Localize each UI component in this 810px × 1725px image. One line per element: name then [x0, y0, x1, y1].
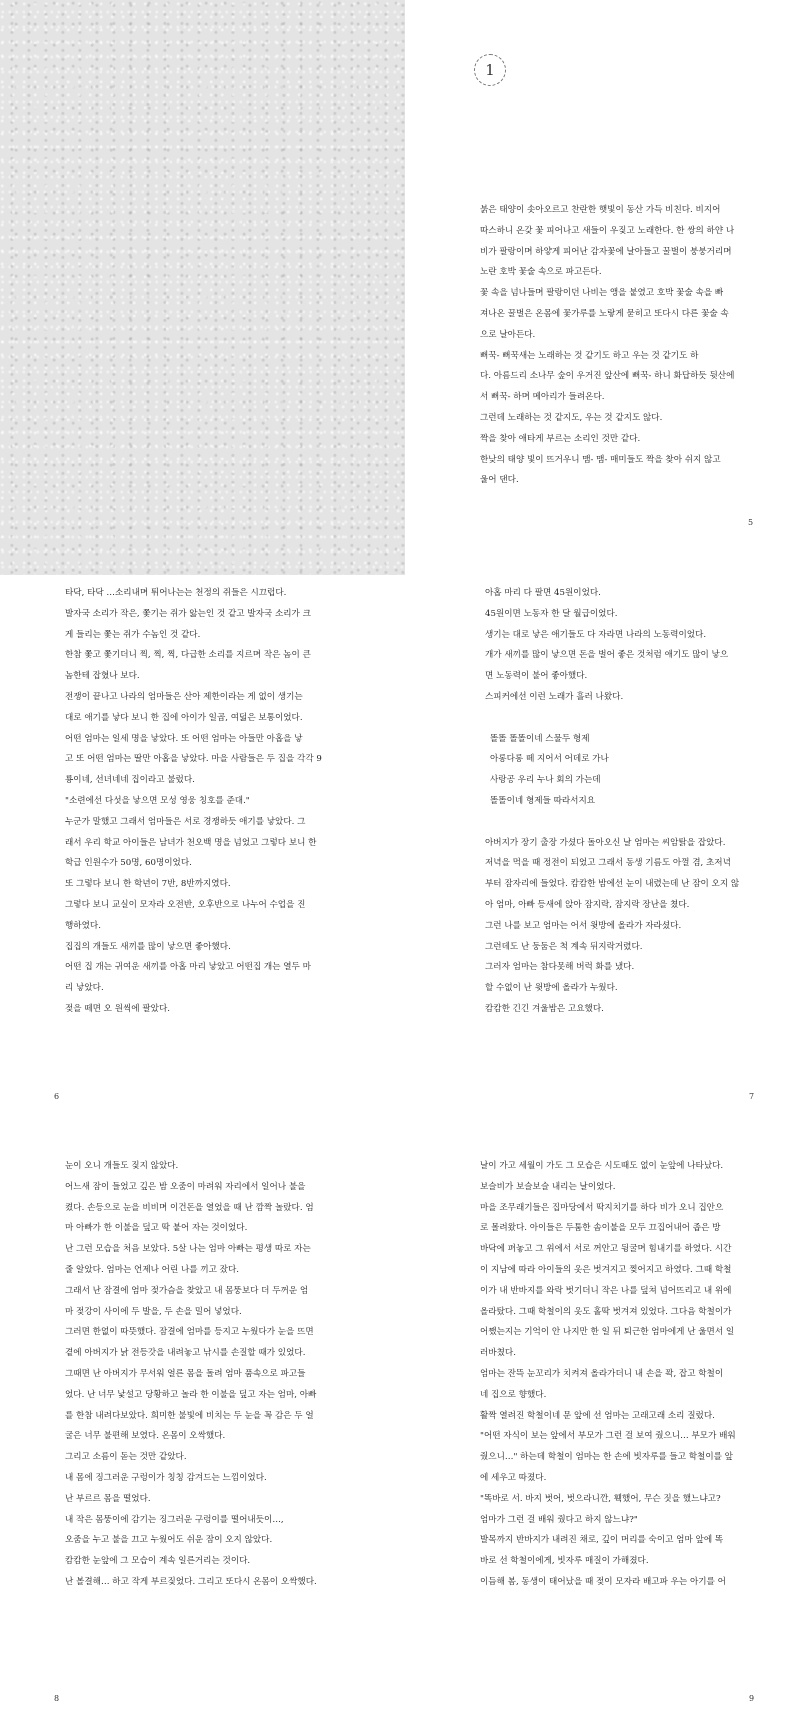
text-line: 오줌을 누고 불을 끄고 누웠어도 쉬운 잠이 오지 않았다. — [65, 1535, 273, 1546]
text-line: 행하였다. — [65, 920, 101, 931]
page-9-text — [469, 1156, 736, 1593]
text-line: 내 몸에 징그러운 구렁이가 칭칭 감겨드는 느낌이었다. — [65, 1472, 267, 1483]
text-line: 엄마는 잔뜩 눈꼬리가 치켜져 올라가더니 내 손을 꽉, 잡고 학철이 — [480, 1368, 724, 1379]
text-line: 어쨌는지는 기억이 안 나지만 한 일 뒤 퇴근한 엄마에게 난 울면서 일 — [480, 1327, 735, 1338]
text-line: 한낮의 태양 빛이 뜨거우니 맴- 맴- 매미들도 짝을 찾아 쉬지 않고 — [480, 454, 721, 465]
text-line: "소련에선 다섯을 낳으면 모성 영웅 칭호를 준대." — [65, 795, 250, 806]
text-line: 생기는 대로 낳은 애기들도 다 자라면 나라의 노동력이었다. — [485, 629, 707, 640]
text-line: 올라탔다. 그때 학철이의 옷도 홀딱 벗겨져 있었다. 그다음 학철이가 — [480, 1306, 732, 1317]
text-line: 다. 아름드리 소나무 숲이 우거진 앞산에 뻐꾹- 하니 화답하듯 뒷산에 — [480, 371, 735, 382]
text-line: 비가 팔랑이며 하얗게 피어난 감자꽃에 날아들고 꿀벌이 붕붕거리며 — [480, 246, 732, 257]
text-line: 굴은 너무 불편해 보였다. 온몸이 오싹했다. — [65, 1431, 226, 1442]
text-line: 룡이네, 선녀네네 집이라고 불렀다. — [65, 775, 195, 786]
text-line: 이가 내 반바지를 와락 벗기더니 작은 나를 덮쳐 넘어뜨리고 내 위에 — [480, 1285, 732, 1296]
text-line: 줄 알았다. 엄마는 언제나 어린 나를 끼고 잤다. — [65, 1264, 240, 1275]
text-line: 부터 잠자리에 들었다. 캄캄한 밤에선 눈이 내렸는데 난 잠이 오지 않 — [485, 879, 740, 890]
text-line: 그리고 소름이 돋는 것만 같았다. — [65, 1452, 187, 1463]
text-line: 눈이 오니 개들도 짖지 않았다. — [65, 1161, 179, 1171]
text-line: 아버지가 장기 출장 가셨다 돌아오신 날 엄마는 씨암탉을 잡았다. — [485, 837, 726, 848]
text-line: 이듬해 봄, 동생이 태어났을 때 젖이 모자라 배고파 우는 아기를 어 — [480, 1576, 726, 1587]
text-line: 대로 애기를 낳다 보니 한 집에 아이가 일곱, 여덟은 보통이었다. — [65, 712, 303, 723]
text-line: 래서 우리 학교 아이들은 남녀가 천오백 명을 넘었고 그렇다 보니 한 — [65, 837, 317, 848]
text-line: 엄마가 그런 걸 배워 줬다고 하지 않느냐?" — [480, 1514, 638, 1525]
text-line: 한참 쫓고 쫓기더니 찍, 찍, 찍, 다급한 소리를 지르며 작은 놈이 큰 — [65, 650, 311, 661]
text-line: 리 낳았다. — [65, 983, 104, 994]
text-line: 노란 호박 꽃술 속으로 파고든다. — [480, 267, 602, 278]
text-line: 난 볼결해… 하고 작게 부르짖었다. 그리고 또다시 온몸이 오싹했다. — [65, 1576, 317, 1587]
text-line: 아롱다롱 떼 지어서 어데로 가나 — [490, 754, 609, 765]
text-line: 꽃 속을 넘나들며 팔랑이던 나비는 앵을 붙였고 호박 꽃술 속을 빠 — [480, 288, 724, 299]
text-line: 마 젖강이 사이에 두 발을, 두 손을 밀어 넣었다. — [65, 1306, 242, 1317]
text-line: 그렇다 보니 교실이 모자라 오전반, 오후반으로 나누어 수업을 진 — [65, 899, 306, 910]
page-7-text — [474, 583, 739, 1020]
text-line: 보슬비가 보슬보슬 내리는 날이었다. — [480, 1181, 616, 1192]
text-line: 난 그런 모습을 처음 보았다. 5살 나는 엄마 아빠는 평생 따로 자는 — [65, 1244, 311, 1255]
page-number-7: 7 — [749, 1092, 755, 1101]
text-line: 줬으니…" 하는데 학철이 엄마는 한 손에 빗자루를 들고 학철이를 앞 — [480, 1452, 733, 1463]
text-line: 내 작은 몸뚱이에 감기는 징그러운 구렁이를 떨어내듯이…, — [65, 1514, 284, 1525]
text-line: 바닥에 펴놓고 그 위에서 서로 꺼안고 뒹굴며 힘내기를 하였다. 시간 — [480, 1244, 732, 1255]
text-line: "똑바로 서. 바지 벗어, 벗으라니깐, 훽했어, 무슨 짓을 했느냐고? — [480, 1493, 721, 1504]
text-line: 학급 인원수가 50명, 60명이었다. — [65, 858, 192, 869]
text-line: 를 한참 내려다보았다. 희미한 불빛에 비치는 두 눈을 꼭 감은 두 얼 — [65, 1410, 314, 1421]
text-line: 면 노동력이 불어 좋아했다. — [485, 671, 588, 682]
text-line: 바로 선 학철이에게, 빗자루 매질이 가해졌다. — [480, 1556, 649, 1567]
text-line: 발자국 소리가 작은, 쫓기는 쥐가 앓는인 것 같고 발자국 소리가 크 — [65, 608, 311, 619]
text-line: 날이 가고 세월이 가도 그 모습은 시도때도 없이 눈앞에 나타났다. — [480, 1161, 724, 1171]
blank-line — [474, 812, 739, 833]
text-line: 었다. 난 너무 낯설고 당황하고 놀라 한 이불을 덮고 자는 엄마, 아빠 — [65, 1389, 317, 1400]
text-line: 러바쳤다. — [480, 1348, 516, 1359]
text-line: 아 엄마, 아빠 등새에 앉아 잠지락, 잠지락 장난을 쳤다. — [485, 899, 690, 910]
text-line: "어떤 자식이 보는 앞에서 부모가 그런 걸 보여 줬으니… 부모가 배워 — [480, 1431, 736, 1442]
paper-texture-image — [0, 0, 405, 575]
text-line: 발목까지 반바지가 내려진 채로, 깊이 머리를 숙이고 엄마 앞에 똑 — [480, 1535, 724, 1546]
text-line: 그러자 엄마는 참다못해 버럭 화를 냈다. — [485, 962, 635, 973]
text-line: 젖을 떼면 오 원씩에 팔았다. — [65, 1003, 170, 1014]
text-line: 고 또 어떤 엄마는 딸만 아홉을 낳았다. 마을 사람들은 두 집을 각각 9 — [65, 754, 322, 765]
text-line: 집집의 개들도 새끼를 많이 낳으면 좋아했다. — [65, 941, 231, 952]
text-line: 서 뻐꾹- 하며 메아리가 들려온다. — [480, 392, 605, 403]
text-line: 어느새 잠이 들었고 깊은 밤 오줌이 마려워 자리에서 일어나 불을 — [65, 1181, 306, 1192]
page-5-text — [469, 200, 734, 491]
text-line: 게 들리는 쫓는 쥐가 수놈인 것 같다. — [65, 629, 201, 640]
text-line: 로 몰려왔다. 아이들은 두툼한 솜이불을 모두 끄집어내어 좁은 방 — [480, 1223, 721, 1234]
text-line: 45원이면 노동자 한 달 월급이었다. — [485, 608, 618, 619]
page-6-text — [54, 583, 322, 1020]
text-line: 울어 댄다. — [480, 475, 519, 486]
text-line: 으로 날아든다. — [480, 329, 536, 340]
page-number-5: 5 — [748, 518, 754, 527]
text-line: 할 수없이 난 윗방에 올라가 누웠다. — [485, 983, 618, 994]
page-8-text — [54, 1156, 317, 1593]
text-line: 누군가 말했고 그래서 엄마들은 서로 경쟁하듯 애기를 낳았다. 그 — [65, 816, 306, 827]
text-line: 그런 나를 보고 엄마는 어서 윗방에 올라가 자라셨다. — [485, 920, 682, 931]
text-line: 이 지남에 따라 아이들의 옷은 벗겨지고 찢어지고 하였다. 그때 학철 — [480, 1264, 732, 1275]
text-line: 어떤 집 개는 귀여운 새끼를 아홉 마리 낳았고 어떤집 개는 열두 마 — [65, 962, 311, 973]
spread-pages-6-7 — [0, 575, 810, 1150]
text-line: 따스하니 온갖 꽃 피어나고 새들이 우짖고 노래한다. 한 쌍의 하얀 나 — [480, 225, 735, 236]
text-line: 마을 조무래기들은 집마당에서 딱지치기를 하다 비가 오니 집안으 — [480, 1202, 724, 1213]
text-line: 그래서 난 잠결에 엄마 젖가슴을 찾았고 내 몸뚱보다 더 두꺼운 엄 — [65, 1285, 309, 1296]
text-line: 켰다. 손등으로 눈을 비비며 이건돈을 열었을 때 난 깜짝 놀랐다. 엄 — [65, 1202, 314, 1213]
text-line: 그런데도 난 둥둠은 척 계속 뒤지락거렸다. — [485, 941, 643, 952]
spread-pages-4-5 — [0, 0, 810, 575]
blank-line — [474, 708, 739, 729]
text-line: 붉은 태양이 솟아오르고 찬란한 햇빛이 동산 가득 비친다. 비지어 — [480, 205, 721, 215]
text-line: 똘똘이네 형제들 따라서지요 — [490, 795, 596, 806]
text-line: 캄캄한 눈앞에 그 모습이 계속 일른거리는 것이다. — [65, 1556, 251, 1567]
text-line: 져나온 꿀벌은 온몸에 꽃가루를 노랗게 묻히고 또다시 다른 꽃술 속 — [480, 308, 729, 319]
text-line: 어떤 엄마는 일세 명을 낳았다. 또 어떤 엄마는 아들만 아홉을 낳 — [65, 733, 303, 744]
text-line: 아홉 마리 다 팔면 45원이었다. — [485, 588, 601, 598]
page-number-9: 9 — [749, 1694, 755, 1703]
text-line: 전쟁이 끝나고 나라의 엄마들은 산아 제한이라는 게 없이 생기는 — [65, 691, 303, 702]
text-line: 또 그렇다 보니 한 학년이 7반, 8반까지였다. — [65, 879, 231, 890]
text-line: 그런데 노래하는 것 같지도, 우는 것 같지도 않다. — [480, 412, 663, 423]
text-line: 타닥, 타닥 …소리내며 튀어나는는 천정의 쥐들은 시끄럽다. — [65, 588, 287, 598]
text-line: 에 세우고 따졌다. — [480, 1472, 547, 1483]
spread-pages-8-9 — [0, 1150, 810, 1725]
text-line: 활짝 열려진 학철이네 문 앞에 선 엄마는 고래고래 소리 질렀다. — [480, 1410, 715, 1421]
text-line: 똘똘 똘똘이네 스물두 형제 — [490, 733, 590, 744]
text-line: 짝을 찾아 애타게 부르는 소리인 것만 같다. — [480, 433, 641, 444]
text-line: 마 아빠가 한 이불을 덮고 딱 붙어 자는 것이었다. — [65, 1223, 248, 1234]
text-line: 사랑공 우리 누나 회의 가는데 — [490, 775, 601, 786]
text-line: 그러면 한없이 따뜻했다. 잠결에 엄마를 등지고 누웠다가 눈을 뜨면 — [65, 1327, 314, 1338]
text-line: 뻐꾹- 뻐꾹새는 노래하는 것 같기도 하고 우는 것 같기도 하 — [480, 350, 699, 361]
text-line: 개가 새끼를 많이 낳으면 돈을 벌어 좋은 것처럼 애기도 많이 낳으 — [485, 650, 729, 661]
page-number-8: 8 — [54, 1694, 60, 1703]
text-line: 곁에 아버지가 낡 전등갓을 내려놓고 낚시를 손질할 때가 있었다. — [65, 1348, 306, 1359]
text-line: 스피커에선 이런 노래가 흘러 나왔다. — [485, 691, 624, 702]
text-line: 놈한테 잡혔나 보다. — [65, 671, 140, 682]
text-line: 그때면 난 아버지가 무서워 얼른 몸을 돌려 엄마 품속으로 파고들 — [65, 1368, 306, 1379]
page-number-6: 6 — [54, 1092, 60, 1101]
text-line: 난 부르르 몸을 떨었다. — [65, 1493, 151, 1504]
text-line: 저녁을 먹을 때 정전이 되었고 그래서 동생 기름도 아껄 겸, 초저녁 — [485, 858, 731, 869]
text-line: 네 집으로 향했다. — [480, 1389, 547, 1400]
text-line: 캄캄한 긴긴 겨울밤은 고요했다. — [485, 1003, 604, 1014]
chapter-number-badge: 1 — [474, 54, 506, 86]
